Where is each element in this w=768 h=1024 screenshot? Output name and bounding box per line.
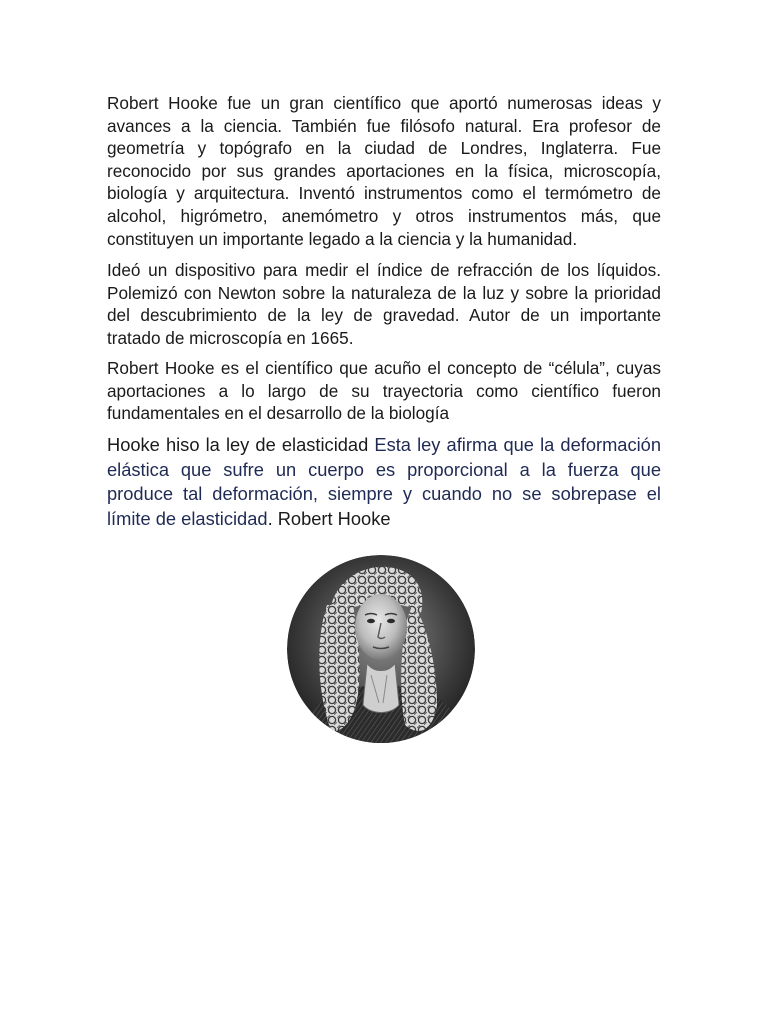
paragraph-elasticity-law (107, 433, 661, 531)
paragraph-cell-concept: Robert Hooke es el científico que acuño el concepto de “célula”, cuyas aportaciones a lo largo de su trayectoria como científico fueron fundamentales en el desarrollo de la biología (107, 358, 661, 424)
paragraph-biography: Robert Hooke fue un gran científico que aportó numerosas ideas y avances a la ciencia. También fue filósofo natural. Era profesor de geometría y topógrafo en la ciudad de Londres, Inglaterra. Fue reconocido por sus grandes aportaciones en la física, microscopía, biología y arquitectura. Inventó instrumentos como el termómetro de alcohol, higrómetro, anemómetro y otros instrumentos más, que constituyen un importante legado a la ciencia y la humanidad. (107, 93, 661, 249)
paragraph-contributions: Ideó un dispositivo para medir el índice de refracción de los líquidos. Polemizó con Newton sobre la naturaleza de la luz y sobre la prioridad del descubrimiento de la ley de gravedad. Autor de un importante tratado de microscopía en 1665. (107, 260, 661, 348)
elasticity-lead-text: Hooke hiso la ley de elasticidad (107, 434, 375, 455)
portrait-image (287, 555, 475, 743)
elasticity-law-text: Esta ley afirma que la deformación elástica que sufre un cuerpo es proporcional a la fuerza que produce tal deformación, siempre y cuando no se sobrepase el límite de elasticidad (107, 434, 662, 529)
elasticity-tail-text: . Robert Hooke (267, 507, 391, 529)
